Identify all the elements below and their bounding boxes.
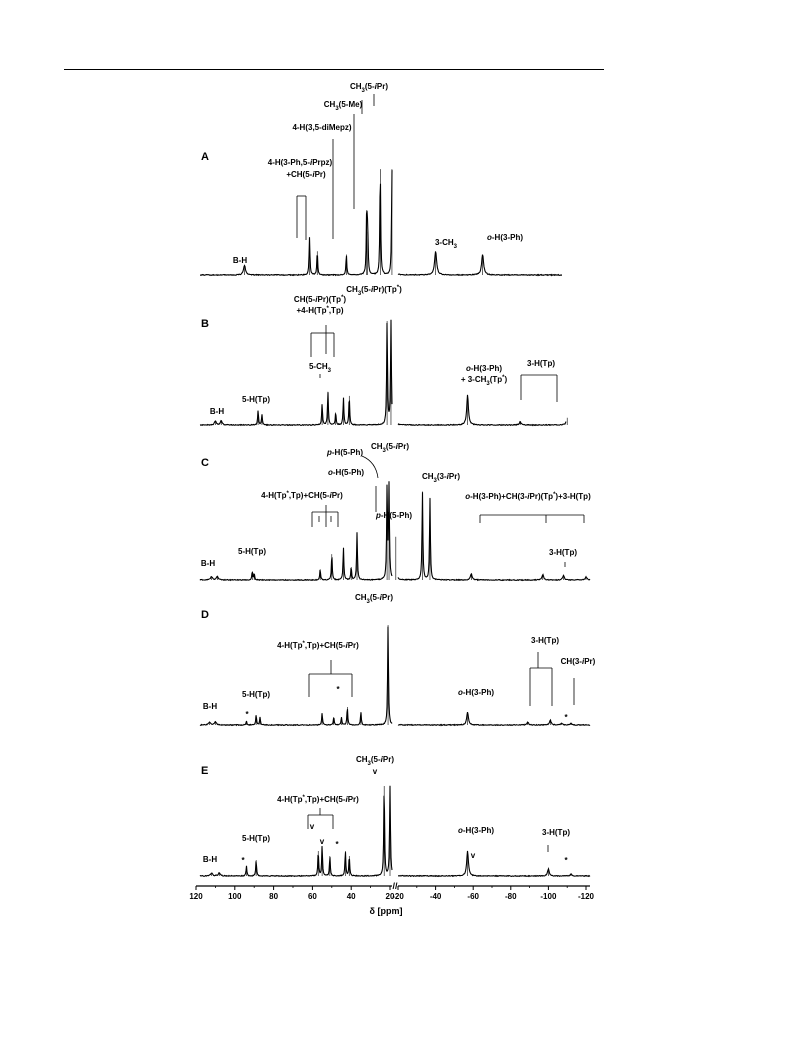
annotation-label: $CH_3(5-Me)$	[323, 100, 363, 112]
x-tick-label: 60	[307, 892, 317, 901]
annotation-label: o-H(3-Ph)+CH(3-iPr)(Tp*)+3-H(Tp)	[465, 492, 591, 501]
x-axis	[189, 881, 594, 916]
annotation-label: $3-CH_3$	[434, 238, 458, 250]
panel-letter: C	[201, 457, 209, 469]
annotation-label: *	[335, 840, 339, 849]
spectrum-trace-left	[200, 320, 392, 426]
annotation-label: B-H	[232, 256, 248, 265]
spectrum-trace-right	[398, 851, 590, 877]
x-tick-label: 20	[385, 892, 395, 901]
annotation-label: $CH_3(5-iPr)(Tp^*)$	[346, 285, 402, 297]
annotation-label: p-H(5-Ph)	[326, 448, 364, 457]
annotation-label: *	[564, 713, 568, 722]
x-tick-label: -20	[392, 892, 404, 901]
spectrum-panel-a	[200, 82, 562, 275]
annotation-label: v	[319, 837, 325, 846]
annotation-label: CH(5-iPr)(Tp*)	[293, 295, 347, 304]
x-tick-label: -60	[467, 892, 479, 901]
annotation-label: 4-H(3,5-diMepz)	[292, 123, 352, 132]
annotation-label: $CH_3(5-iPr)$	[355, 755, 395, 767]
annotation-label: 4-H(3-Ph,5-iPrpz)	[267, 158, 333, 167]
spectrum-trace-right	[398, 712, 590, 725]
panel-letter: B	[201, 318, 209, 330]
x-tick-label: 80	[269, 892, 279, 901]
annotation-label: o-H(3-Ph)	[457, 826, 495, 835]
annotation-label: +4-H(Tp*,Tp)	[296, 306, 344, 315]
annotation-label: 5-H(Tp)	[242, 395, 270, 404]
spectrum-panel-b	[200, 285, 567, 425]
spectrum-panel-c	[200, 442, 591, 580]
panel-letter: D	[201, 609, 209, 621]
annotation-label: *	[245, 710, 249, 719]
annotation-label: o-H(3-Ph)	[465, 364, 503, 373]
spectrum-trace-right	[398, 252, 562, 276]
annotation-label: B-H	[202, 702, 218, 711]
annotation-label: p-H(5-Ph)	[375, 511, 413, 520]
annotation-label: $5-CH_3$	[308, 362, 332, 374]
x-tick-label: -100	[540, 892, 557, 901]
spectra-panels	[200, 82, 596, 876]
annotation-label: v	[470, 851, 476, 860]
annotation-label: 3-H(Tp)	[531, 636, 559, 645]
annotation-label: $CH_3(3-iPr)$	[421, 472, 461, 484]
annotation-label: *	[336, 685, 340, 694]
x-tick-label: 40	[346, 892, 356, 901]
panel-letter: E	[201, 765, 209, 777]
annotation-label: v	[372, 767, 378, 776]
annotation-label: *	[564, 856, 568, 865]
annotation-label: B-H	[209, 407, 225, 416]
x-tick-label: -120	[577, 892, 595, 901]
spectrum-panel-e	[200, 755, 590, 876]
annotation-label: 5-H(Tp)	[242, 690, 270, 699]
annotation-label: 3-H(Tp)	[527, 359, 555, 368]
annotation-label: $CH_3(5-iPr)$	[354, 593, 394, 605]
spectrum-trace-left	[200, 170, 392, 275]
annotation-label: v	[309, 822, 315, 831]
x-axis-label: δ [ppm]	[369, 906, 403, 916]
annotation-label: *	[241, 856, 245, 865]
annotation-label: B-H	[202, 855, 218, 864]
annotation-label: + $3-CH_3(Tp^*)$	[460, 375, 508, 387]
annotation-label: CH(3-iPr)	[560, 657, 596, 666]
x-tick-label: 100	[228, 892, 242, 901]
annotation-label: $CH_3(5-iPr)$	[349, 82, 389, 94]
annotation-label: 3-H(Tp)	[542, 828, 570, 837]
annotation-label: 4-H(Tp*,Tp)+CH(5-iPr)	[277, 795, 359, 804]
axis-break-mark: //	[392, 881, 398, 891]
annotation-arrow	[362, 456, 378, 478]
panel-letter: A	[201, 151, 209, 163]
spectrum-trace-right	[398, 395, 566, 426]
annotation-label: 5-H(Tp)	[242, 834, 270, 843]
annotation-label: 5-H(Tp)	[238, 547, 266, 556]
annotation-label: $CH_3(5-iPr)$	[370, 442, 410, 454]
x-tick-label: -80	[505, 892, 517, 901]
annotation-label: B-H	[200, 559, 216, 568]
spectrum-trace-right	[398, 492, 590, 580]
x-tick-label: 120	[189, 892, 203, 901]
annotation-label: +CH(5-iPr)	[286, 170, 326, 179]
annotation-label: o-H(3-Ph)	[486, 233, 524, 242]
annotation-label: 3-H(Tp)	[549, 548, 577, 557]
annotation-label: o-H(3-Ph)	[457, 688, 495, 697]
spectrum-panel-d	[200, 593, 596, 725]
annotation-label: 4-H(Tp*,Tp)+CH(5-iPr)	[277, 641, 359, 650]
x-tick-label: -40	[429, 892, 442, 901]
annotation-label: 4-H(Tp*,Tp)+CH(5-iPr)	[261, 491, 343, 500]
annotation-label: o-H(5-Ph)	[327, 468, 365, 477]
